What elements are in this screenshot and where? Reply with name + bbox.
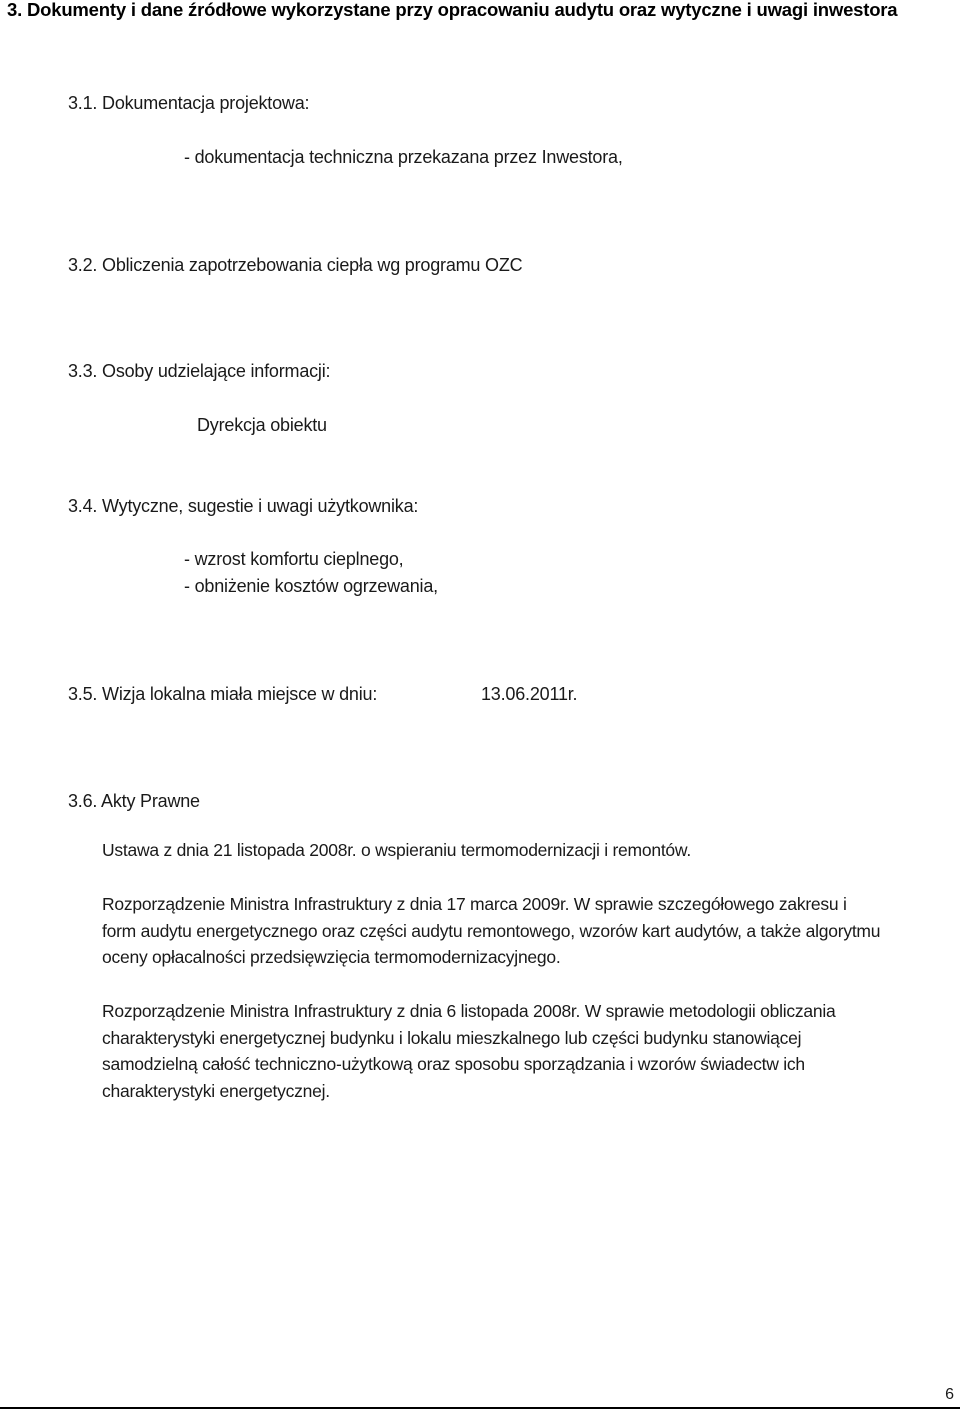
legal-act-text: Rozporządzenie Ministra Infrastruktury z dnia 6 listopada 2008r. W sprawie metodologii obliczania charakterystyki energetycznej budynku i lokalu mieszkalnego lub części budynku stanowiącej samodzielną całość techniczno-użytkową oraz sposobu sporządzania i wzorów świadectw ich charakterystyki energetycznej. <box>102 1001 836 1101</box>
legal-act <box>102 837 882 864</box>
section-3-6-title: 3.6. Akty Prawne <box>68 791 200 811</box>
section-3-4-title: 3.4. Wytyczne, sugestie i uwagi użytkownika: <box>68 496 419 516</box>
footer-rule <box>0 1407 960 1409</box>
legal-act <box>102 891 882 971</box>
page-number: 6 <box>945 1386 954 1403</box>
section-3-2-title: 3.2. Obliczenia zapotrzebowania ciepła wg programu OZC <box>68 255 523 275</box>
section-heading: 3. Dokumenty i dane źródłowe wykorzystane przy opracowaniu audytu oraz wytyczne i uwagi inwestora <box>7 0 898 20</box>
section-3-5-title: 3.5. Wizja lokalna miała miejsce w dniu: <box>68 684 378 704</box>
section-3-1-item: - dokumentacja techniczna przekazana przez Inwestora, <box>184 147 623 167</box>
legal-act-text: Rozporządzenie Ministra Infrastruktury z dnia 17 marca 2009r. W sprawie szczegółowego zakresu i form audytu energetycznego oraz części audytu remontowego, wzorów kart audytów, a także algorytmu oceny opłacalności przedsięwzięcia termomodernizacyjnego. <box>102 894 881 967</box>
legal-act-text: Ustawa z dnia 21 listopada 2008r. o wspieraniu termomodernizacji i remontów. <box>102 840 691 860</box>
inspection-date: 13.06.2011r. <box>481 684 578 704</box>
section-3-4-item: - wzrost komfortu cieplnego, <box>184 549 404 569</box>
section-3-3-title: 3.3. Osoby udzielające informacji: <box>68 361 331 381</box>
section-3-1-title: 3.1. Dokumentacja projektowa: <box>68 93 310 113</box>
section-3-4-item: - obniżenie kosztów ogrzewania, <box>184 576 438 596</box>
legal-act <box>102 998 882 1104</box>
section-3-3-value: Dyrekcja obiektu <box>197 415 327 435</box>
